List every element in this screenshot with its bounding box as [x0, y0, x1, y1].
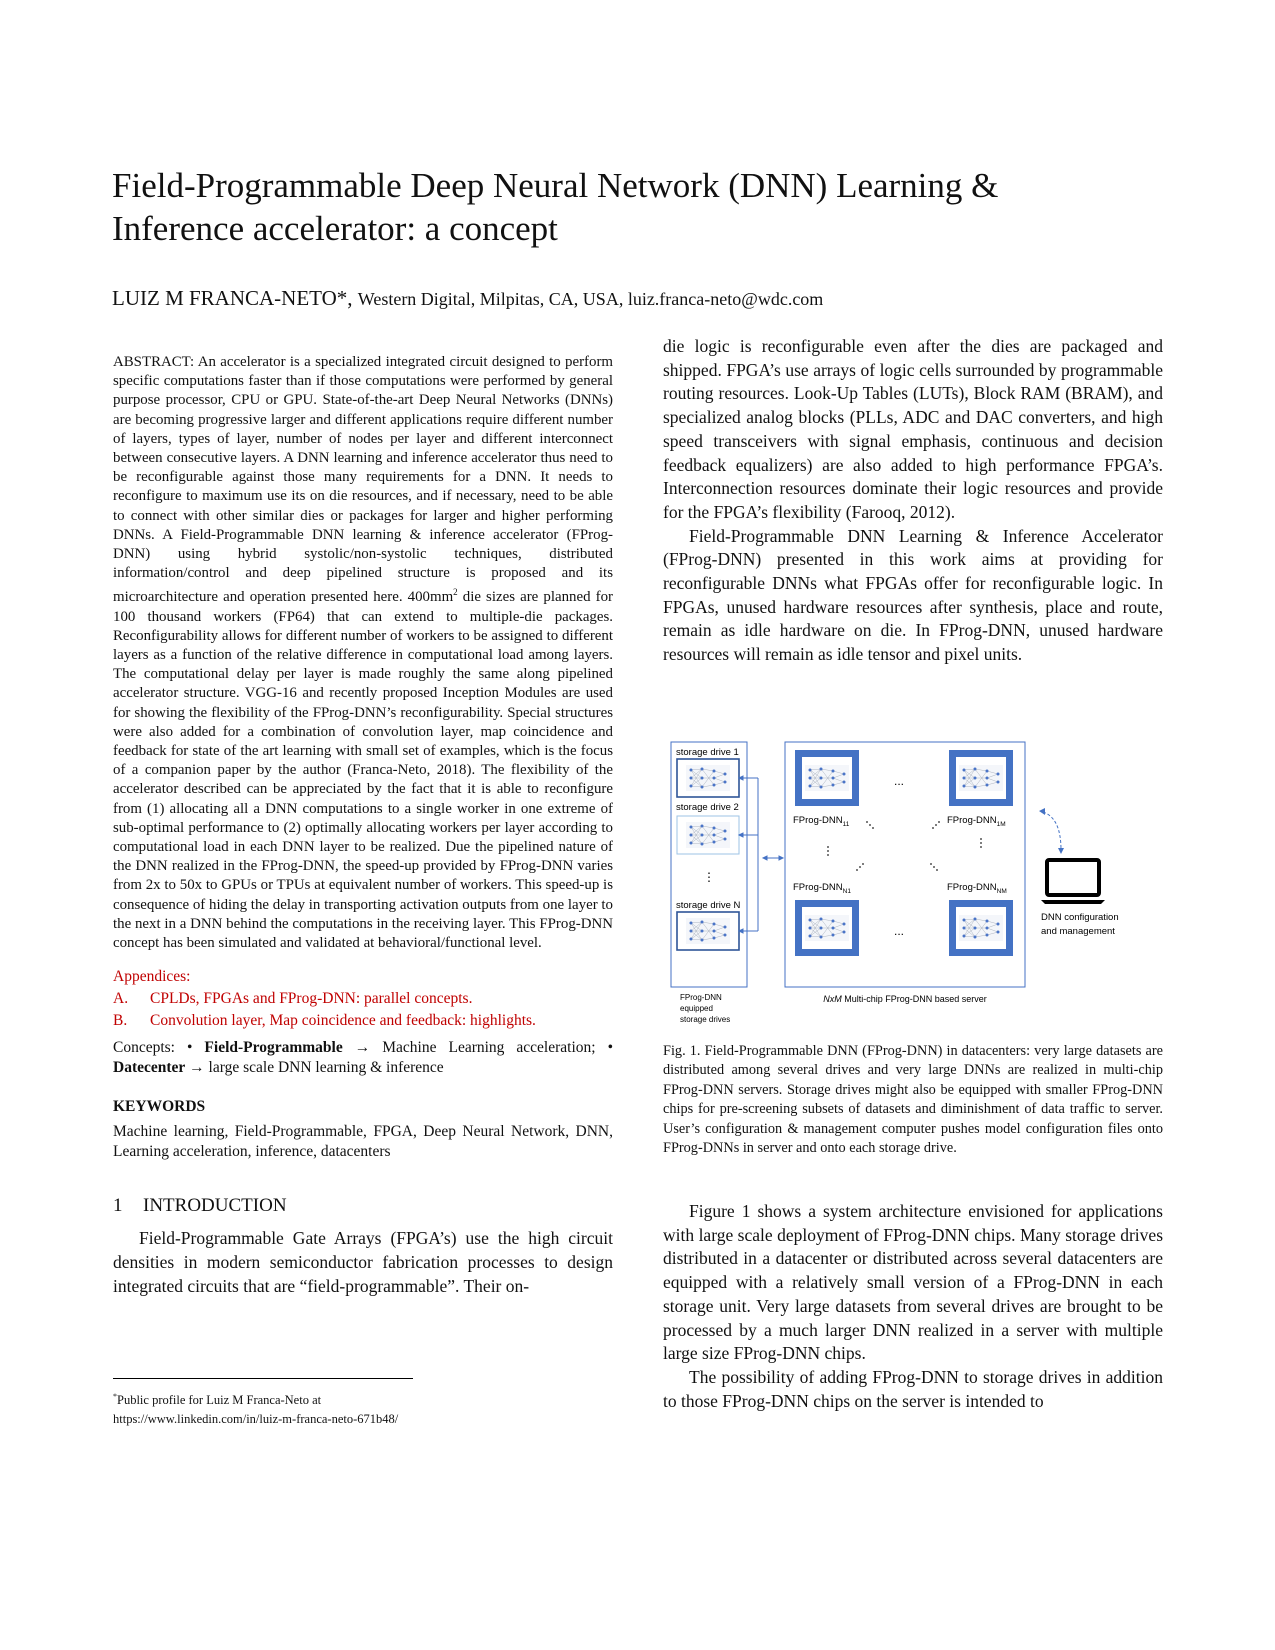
vertical-ellipsis: ⋮ — [703, 870, 715, 884]
footnote — [113, 1387, 398, 1429]
right-column-lower — [663, 1200, 1163, 1413]
chip-1M — [949, 750, 1013, 806]
intro-paragraph-1-continued: die logic is reconfigurable even after the dies are packaged and shipped. FPGA’s use arrays of logic cells surrounded by programmable routing resources. Look-Up Tables (LUTs), Block RAM (BRAM), and specialized analog blocks (PLLs, ADC and DAC converters, and high speed transceivers with signal emphasis, continuous and decision feedback equalizers) are also added to high performance FPGA’s. Interconnection resources dominate their logic resources and provide for the FPGA’s flexibility (Farooq, 2012). — [663, 336, 1163, 522]
chip-label-NM: FProg-$DNN_{NM}$ — [947, 882, 1007, 895]
concept-term: Field-Programmable — [204, 1039, 343, 1057]
footnote-url[interactable]: https://www.linkedin.com/in/luiz-m-franca-neto-671b48/ — [113, 1412, 399, 1427]
section-title: INTRODUCTION — [143, 1195, 287, 1217]
concept-term: Datecenter — [113, 1059, 186, 1077]
drive-1-label: storage drive 1 — [676, 747, 739, 758]
mgmt-label: DNN configuration — [1041, 912, 1119, 923]
abstract-text-2: die sizes are planned for 100 thousand workers (FP64) that can extend to multiple-die packages. Reconfigurability allows for different number of workers to be assigned to different layers as a function of the relative difference in computational load among layers. The computational delay per layer is made roughly the same along pipelined accelerator structure. VGG-16 and recently proposed Inception Modules are used for showing the flexibility of the FProg-DNN’s reconfigurability. Special structures were also added for a combination of convolution layer, map coincidence and feedback for state of the art learning with small set of examples, which is the focus of a companion paper by the author (Franca-Neto, 2018). The flexibility of the accelerator described can be appreciated by the fact that it is able to reconfigure from (1) allocating all a DNN computations to a single worker in one extreme of sub-optimal performance to (2) optimally allocating workers per layer according to computational load in each DNN layer to be realized. Due the pipelined nature of the DNN realized in the FProg-DNN, the speed-up provided by FProg-DNN varies from 2x to 50x to GPUs or TPUs at equivalent number of workers. This speed-up is consequence of hiding the delay in transporting activation outputs from one layer to the next in a DNN behind the computations in the receiving layer. This FProg-DNN concept has been simulated and validated at behavioral/functional level. — [113, 589, 613, 952]
grid-ellipses — [827, 821, 982, 871]
appendices — [113, 966, 613, 1032]
intro-paragraph-1: Field-Programmable Gate Arrays (FPGA’s) use the high circuit densities in modern semiconductor fabrication processes to design integrated circuits that are “field-programmable”. Their on- — [113, 1228, 613, 1296]
chip-label-N1: FProg-$DNN_{N1}$ — [793, 882, 851, 895]
concepts-label: Concepts: • — [113, 1039, 205, 1057]
keywords-heading: KEYWORDS — [113, 1098, 206, 1116]
footnote-line: Public profile for Luiz M Franca-Neto at — [117, 1393, 322, 1408]
ccs-concepts — [113, 1038, 613, 1078]
footnote-mark: * — [113, 1392, 117, 1401]
intro-paragraph-4: The possibility of adding FProg-DNN to storage drives in addition to those FProg-DNN chips on the server is intended to — [663, 1366, 1163, 1411]
appendix-item[interactable] — [113, 988, 613, 1010]
drive-n-label: storage drive N — [676, 900, 741, 911]
paper-title: Field-Programmable Deep Neural Network (DNN) Learning & Inference accelerator: a concept — [112, 166, 999, 248]
server-label: NxM Multi-chip FProg-DNN based server — [823, 994, 987, 1004]
left-column — [113, 353, 613, 1298]
appendix-item[interactable] — [113, 1010, 613, 1032]
mgmt-label: and management — [1041, 926, 1115, 937]
author-line — [112, 285, 823, 312]
chip-11 — [795, 750, 859, 806]
figure-caption: Fig. 1. Field-Programmable DNN (FProg-DNN) in datacenters: very large datasets are distributed among several drives and very large DNNs are realized in multi-chip FProg-DNN servers. Storage drives might also be equipped with smaller FProg-DNN chips for pre-screening subsets of datasets and diminishment of data traffic to server. User’s configuration & management computer pushes model configuration files onto FProg-DNNs in server and onto each storage drive. — [663, 1043, 1163, 1157]
keywords-text: Machine learning, Field-Programmable, FPGA, Deep Neural Network, DNN, Learning acceleration, inference, datacenters — [113, 1123, 613, 1161]
intro-paragraph-2: Field-Programmable DNN Learning & Inference Accelerator (FProg-DNN) presented in this work aims at providing for reconfigurable DNNs what FPGAs offer for reconfigurable logic. In FPGAs, unused hardware resources after synthesis, place and route, remain as idle hardware on die. In FProg-DNN, unused hardware resources will remain as idle tensor and pixel units. — [663, 525, 1163, 665]
concept-desc: → large scale DNN learning & inference — [185, 1059, 444, 1077]
horizontal-ellipsis: ... — [893, 924, 905, 938]
author-affiliation: Western Digital, Milpitas, CA, USA, luiz.franca-neto@wdc.com — [357, 289, 824, 309]
appendices-heading: Appendices: — [113, 968, 191, 986]
footnote-rule — [113, 1378, 413, 1379]
right-column — [663, 335, 1163, 667]
concept-desc: → Machine Learning acceleration; • — [342, 1039, 614, 1057]
appendix-number: B. — [113, 1012, 128, 1030]
author-name: LUIZ M FRANCA-NETO*, — [112, 286, 353, 310]
drives-caption: storage drives — [680, 1015, 731, 1024]
abstract — [113, 353, 613, 953]
chip-N1 — [795, 900, 859, 956]
section-heading — [113, 1195, 613, 1217]
appendix-number: A. — [113, 990, 129, 1008]
appendix-title: CPLDs, FPGAs and FProg-DNN: parallel concepts. — [150, 990, 473, 1008]
drive-2-label: storage drive 2 — [676, 802, 739, 813]
appendix-title: Convolution layer, Map coincidence and feedback: highlights. — [150, 1012, 536, 1030]
chip-NM — [949, 900, 1013, 956]
figure-1 — [663, 740, 1163, 1024]
drives-caption: equipped — [680, 1004, 713, 1013]
section-number: 1 — [113, 1195, 123, 1217]
laptop-icon — [1041, 860, 1105, 904]
drives-caption: FProg-DNN — [680, 993, 722, 1002]
horizontal-ellipsis: ... — [893, 774, 905, 788]
superscript: 2 — [453, 587, 458, 598]
chip-label-1M: FProg-$DNN_{1M}$ — [947, 815, 1006, 828]
interconnect-arrows — [739, 776, 783, 933]
chip-label-11: FProg-$DNN_{11}$ — [793, 815, 850, 828]
intro-paragraph-3: Figure 1 shows a system architecture envisioned for applications with large scale deployment of FProg-DNN chips. Many storage drives distributed in a datacenter or distributed across several datacenters are equipped with a relatively small version of a FProg-DNN in each storage unit. Very large datasets from several drives are brought to be processed by a much larger DNN realized in a server with multiple large size FProg-DNN chips. — [663, 1201, 1163, 1364]
abstract-text-1: ABSTRACT: An accelerator is a specialized integrated circuit designed to perform specific computations faster than if those computations were performed by general purpose processor, CPU or GPU. State-of-the-art Deep Neural Networks (DNNs) are becoming progressive larger and different applications require different number of layers, types of layer, number of nodes per layer and different interconnect between consecutive layers. A DNN learning and inference accelerator thus need to be reconfigurable against those many requirements for a DNN. It needs to reconfigure to maximum use its on die resources, and if necessary, need to be able to connect with other similar dies or packages for larger and higher performing DNNs. A Field-Programmable DNN learning & inference accelerator (FProg-DNN) using hybrid systolic/non-systolic techniques, distributed information/control and deep pipelined structure is proposed and its microarchitecture and operation presented here. 400mm — [113, 354, 613, 606]
